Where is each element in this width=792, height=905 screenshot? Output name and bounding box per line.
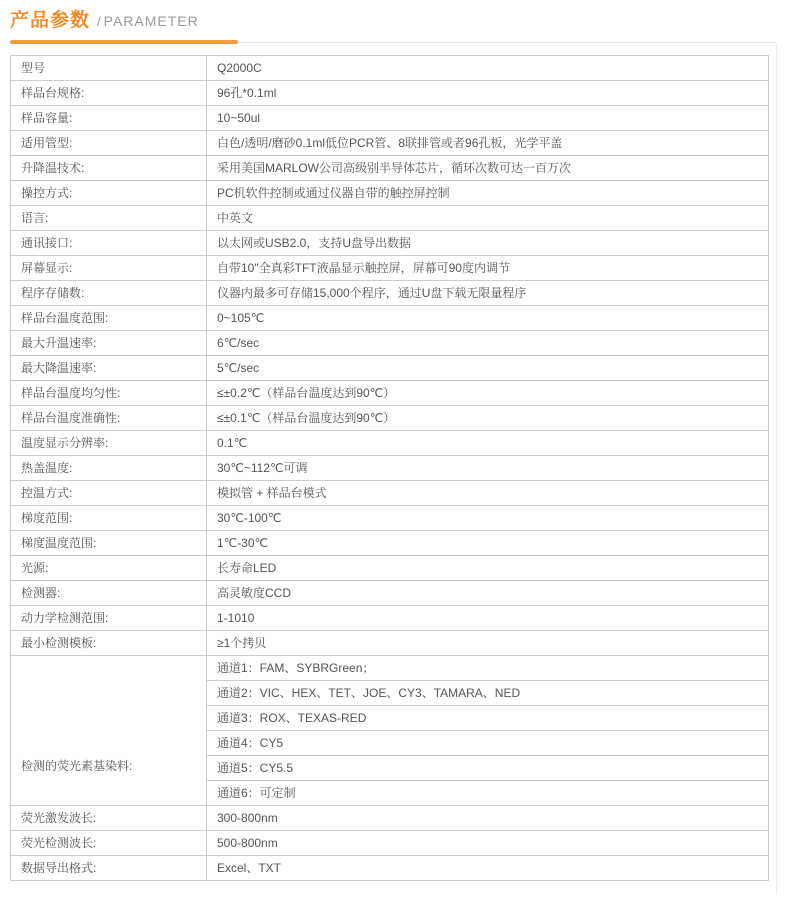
param-value: Excel、TXT <box>207 856 769 881</box>
table-row <box>11 81 769 106</box>
param-value: 1-1010 <box>207 606 769 631</box>
table-row <box>11 531 769 556</box>
param-value: 自带10"全真彩TFT液晶显示触控屏，屏幕可90度内调节 <box>207 256 769 281</box>
param-value: 300-800nm <box>207 806 769 831</box>
param-label: 最大升温速率: <box>11 331 207 356</box>
page-subtitle: PARAMETER <box>103 13 199 29</box>
header-rule-accent <box>10 40 238 44</box>
channel-row <box>11 656 769 681</box>
table-row <box>11 481 769 506</box>
param-label: 温度显示分辨率: <box>11 431 207 456</box>
param-label: 样品台温度准确性: <box>11 406 207 431</box>
param-label: 荧光检测波长: <box>11 831 207 856</box>
param-label: 语言: <box>11 206 207 231</box>
param-label: 控温方式: <box>11 481 207 506</box>
table-row <box>11 831 769 856</box>
param-value: 仪器内最多可存储15,000个程序，通过U盘下载无限量程序 <box>207 281 769 306</box>
param-value: PC机软件控制或通过仪器自带的触控屏控制 <box>207 181 769 206</box>
param-value: 白色/透明/磨砂0.1ml低位PCR管、8联排管或者96孔板，光学平盖 <box>207 131 769 156</box>
dye-group-label: 检测的荧光素基染料: <box>11 656 207 806</box>
table-row <box>11 56 769 81</box>
table-row <box>11 131 769 156</box>
param-label: 梯度温度范围: <box>11 531 207 556</box>
page-title: 产品参数 <box>10 10 91 31</box>
param-label: 升降温技术: <box>11 156 207 181</box>
table-row <box>11 156 769 181</box>
param-value: 采用美国MARLOW公司高级别半导体芯片，循环次数可达一百万次 <box>207 156 769 181</box>
param-label: 热盖温度: <box>11 456 207 481</box>
param-value: 500-800nm <box>207 831 769 856</box>
table-row <box>11 856 769 881</box>
param-label: 最小检测模板: <box>11 631 207 656</box>
title-separator: / <box>97 14 101 29</box>
parameter-table <box>10 55 769 881</box>
param-value: 中英文 <box>207 206 769 231</box>
channel-value: 通道3：ROX、TEXAS-RED <box>207 706 769 731</box>
table-row <box>11 331 769 356</box>
param-value: 30℃-100℃ <box>207 506 769 531</box>
param-value: 长寿命LED <box>207 556 769 581</box>
param-label: 程序存储数: <box>11 281 207 306</box>
param-value: 模拟管 + 样品台模式 <box>207 481 769 506</box>
table-row <box>11 206 769 231</box>
table-row <box>11 256 769 281</box>
param-label: 样品容量: <box>11 106 207 131</box>
table-row <box>11 581 769 606</box>
table-row <box>11 806 769 831</box>
param-value: ≥1个拷贝 <box>207 631 769 656</box>
param-value: 5℃/sec <box>207 356 769 381</box>
table-row <box>11 381 769 406</box>
param-value: 1℃-30℃ <box>207 531 769 556</box>
param-label: 适用管型: <box>11 131 207 156</box>
table-row <box>11 406 769 431</box>
param-value: Q2000C <box>207 56 769 81</box>
header-rule <box>10 40 776 44</box>
param-value: 6℃/sec <box>207 331 769 356</box>
parameter-table-body <box>11 56 769 881</box>
table-row <box>11 631 769 656</box>
param-label: 动力学检测范围: <box>11 606 207 631</box>
param-label: 样品台温度范围: <box>11 306 207 331</box>
param-label: 最大降温速率: <box>11 356 207 381</box>
table-row <box>11 606 769 631</box>
param-label: 通讯接口: <box>11 231 207 256</box>
param-value: 以太网或USB2.0，支持U盘导出数据 <box>207 231 769 256</box>
table-row <box>11 106 769 131</box>
table-row <box>11 181 769 206</box>
table-row <box>11 431 769 456</box>
channel-value: 通道4：CY5 <box>207 731 769 756</box>
table-row <box>11 281 769 306</box>
table-row <box>11 456 769 481</box>
param-value: 0~105℃ <box>207 306 769 331</box>
param-value: 0.1℃ <box>207 431 769 456</box>
table-row <box>11 231 769 256</box>
param-value: 96孔*0.1ml <box>207 81 769 106</box>
param-label: 样品台规格: <box>11 81 207 106</box>
param-value: ≤±0.1℃（样品台温度达到90℃） <box>207 406 769 431</box>
channel-value: 通道6：可定制 <box>207 781 769 806</box>
section-header <box>0 0 792 44</box>
table-row <box>11 556 769 581</box>
table-row <box>11 306 769 331</box>
param-value: 30℃~112℃可调 <box>207 456 769 481</box>
param-label: 型号 <box>11 56 207 81</box>
param-label: 操控方式: <box>11 181 207 206</box>
param-label: 荧光激发波长: <box>11 806 207 831</box>
param-label: 梯度范围: <box>11 506 207 531</box>
param-value: ≤±0.2℃（样品台温度达到90℃） <box>207 381 769 406</box>
channel-value: 通道5：CY5.5 <box>207 756 769 781</box>
table-row <box>11 356 769 381</box>
section-title <box>10 7 776 34</box>
param-label: 检测器: <box>11 581 207 606</box>
channel-value: 通道2：VIC、HEX、TET、JOE、CY3、TAMARA、NED <box>207 681 769 706</box>
param-label: 光源: <box>11 556 207 581</box>
channel-value: 通道1：FAM、SYBRGreen； <box>207 656 769 681</box>
param-value: 10~50ul <box>207 106 769 131</box>
param-label: 样品台温度均匀性: <box>11 381 207 406</box>
table-row <box>11 506 769 531</box>
param-label: 数据导出格式: <box>11 856 207 881</box>
param-label: 屏幕显示: <box>11 256 207 281</box>
param-value: 高灵敏度CCD <box>207 581 769 606</box>
